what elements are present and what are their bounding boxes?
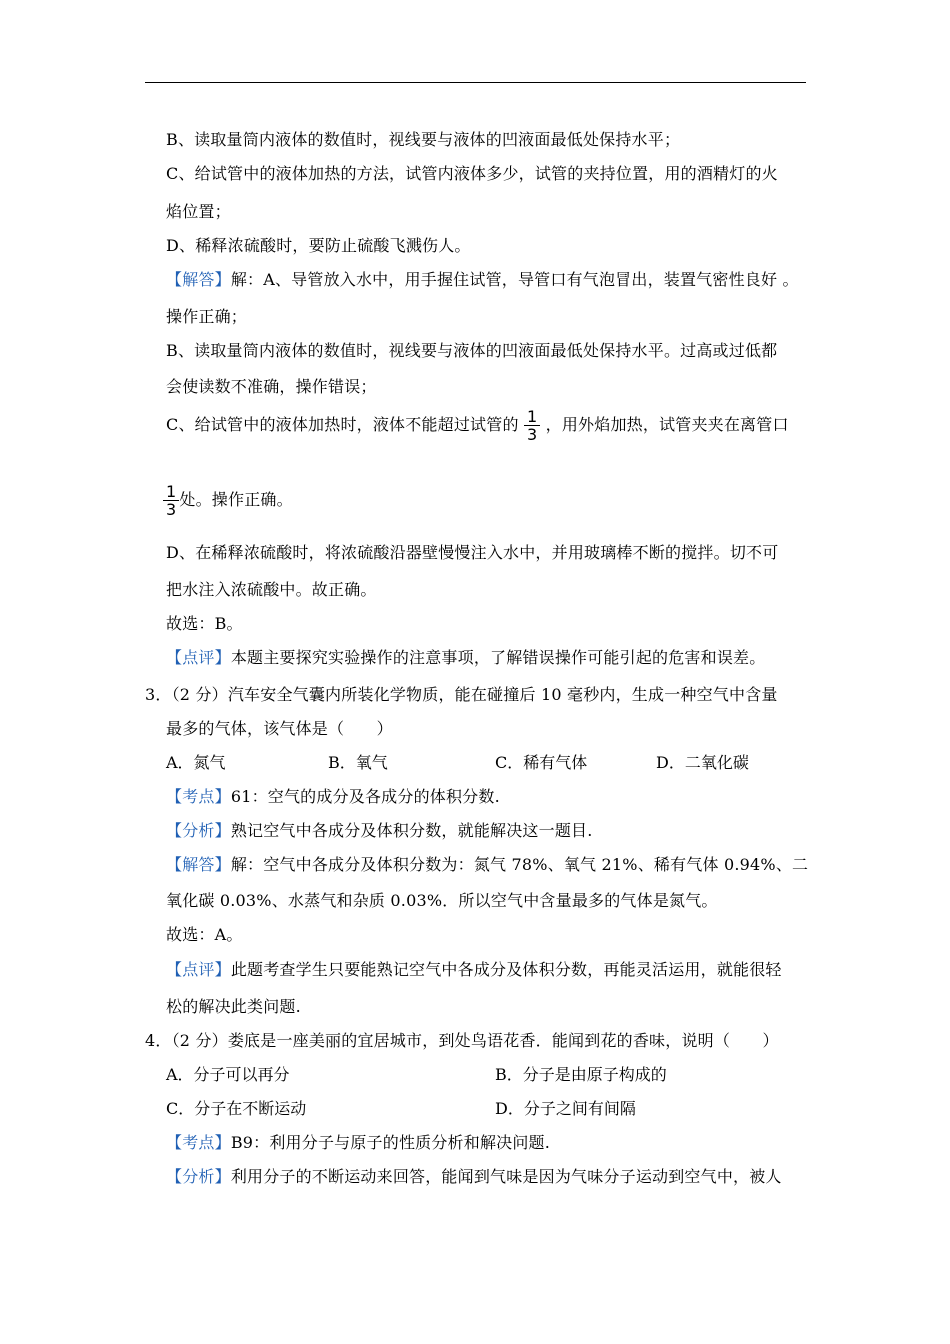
question-3-stem-cont: 最多的气体，该气体是（ ）: [166, 719, 393, 738]
fenxi-line: 【分析】熟记空气中各成分及体积分数，就能解决这一题目.: [166, 821, 593, 840]
dianping-line: 【点评】此题考查学生只要能熟记空气中各成分及体积分数，再能灵活运用，就能很轻: [166, 960, 782, 979]
option-d: D．二氧化碳: [656, 753, 749, 772]
text-line: D、在稀释浓硫酸时，将浓硫酸沿器壁慢慢注入水中，并用玻璃棒不断的搅拌。切不可: [166, 543, 779, 562]
text-line: B、读取量筒内液体的数值时，视线要与液体的凹液面最低处保持水平；: [166, 130, 681, 149]
option-a: A．分子可以再分: [166, 1065, 290, 1084]
kaodian-tag: 【考点】: [166, 1133, 231, 1152]
text-line: 会使读数不准确，操作错误；: [166, 377, 377, 396]
comment-line: 【点评】本题主要探究实验操作的注意事项，了解错误操作可能引起的危害和误差。: [166, 648, 766, 667]
text-line: 操作正确；: [166, 307, 248, 326]
jieda-line: 【解答】解：空气中各成分及体积分数为：氮气 78%、氧气 21%、稀有气体 0.94%、二: [166, 855, 809, 874]
text-line: B、读取量筒内液体的数值时，视线要与液体的凹液面最低处保持水平。过高或过低都: [166, 341, 778, 360]
text-line: 把水注入浓硫酸中。故正确。: [166, 580, 377, 599]
text-line-with-fraction: $\frac{1}{3}$ 处。操作正确。: [163, 483, 293, 518]
jieda-tag: 【解答】: [166, 270, 231, 289]
answer-choice: 故选：A。: [166, 925, 243, 944]
text-line-with-fraction: C、给试管中的液体加热时，液体不能超过试管的 $\frac{1}{3}$ ，用外焰加热，试管夹夹在离管口: [166, 407, 789, 444]
dianping-tag: 【点评】: [166, 960, 231, 979]
option-c: C．稀有气体: [495, 753, 588, 772]
text-line: C、给试管中的液体加热的方法，试管内液体多少，试管的夹持位置，用的酒精灯的火: [166, 164, 778, 183]
kaodian-tag: 【考点】: [166, 787, 231, 806]
answer-choice: 故选：B。: [166, 614, 243, 633]
fenxi-tag: 【分析】: [166, 1167, 231, 1186]
fenxi-line: 【分析】利用分子的不断运动来回答，能闻到气味是因为气味分子运动到空气中，被人: [166, 1167, 782, 1186]
question-number: 4．: [145, 1031, 172, 1050]
header-rule: [145, 82, 806, 83]
question-4-stem: 4．（2 分）娄底是一座美丽的宜居城市，到处鸟语花香．能闻到花的香味，说明（ ）: [145, 1031, 779, 1050]
fenxi-tag: 【分析】: [166, 821, 231, 840]
dianping-tag: 【点评】: [166, 648, 231, 667]
text-line: 焰位置；: [166, 202, 231, 221]
option-d: D．分子之间有间隔: [495, 1099, 636, 1118]
kaodian-line: 【考点】B9：利用分子与原子的性质分析和解决问题.: [166, 1133, 551, 1152]
text-line: 氧化碳 0.03%、水蒸气和杂质 0.03%．所以空气中含量最多的气体是氮气。: [166, 891, 718, 910]
question-number: 3．: [145, 685, 172, 704]
question-3-stem: 3．（2 分）汽车安全气囊内所装化学物质，能在碰撞后 10 毫秒内，生成一种空气中含量: [145, 685, 778, 704]
text-line: D、稀释浓硫酸时，要防止硫酸飞溅伤人。: [166, 236, 471, 255]
option-c: C．分子在不断运动: [166, 1099, 307, 1118]
answer-line: 【解答】解：A、导管放入水中，用手握住试管，导管口有气泡冒出，装置气密性良好 。: [166, 270, 799, 289]
fraction-one-third: $\frac{1}{3}$: [163, 483, 179, 518]
option-a: A．氮气: [166, 753, 226, 772]
jieda-tag: 【解答】: [166, 855, 231, 874]
text-line: 松的解决此类问题.: [166, 997, 301, 1016]
option-b: B．分子是由原子构成的: [495, 1065, 667, 1084]
kaodian-line: 【考点】61：空气的成分及各成分的体积分数.: [166, 787, 500, 806]
fraction-one-third: $\frac{1}{3}$: [524, 408, 540, 443]
option-b: B．氧气: [328, 753, 388, 772]
